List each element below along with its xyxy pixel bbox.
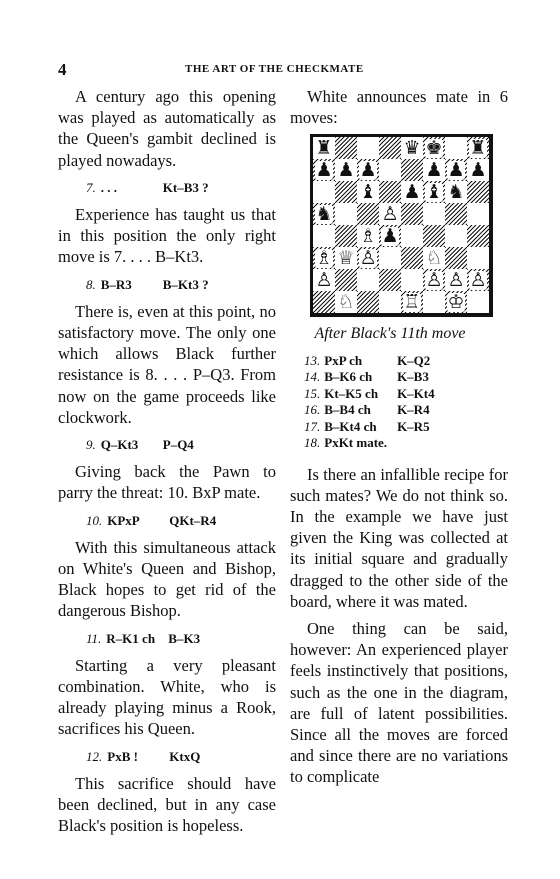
board-square (357, 225, 379, 247)
board-square (313, 203, 335, 225)
paragraph: This sacrifice should have been declined, but in any case Black's position is hopeless. (58, 773, 276, 836)
white-move: PxKt mate. (324, 435, 388, 451)
board-square (401, 225, 423, 247)
board-square (379, 269, 401, 291)
running-head: THE ART OF THE CHECKMATE (185, 63, 364, 75)
white-move: B–K6 ch (324, 369, 373, 385)
paragraph: Experience has taught us that in this position the only right move is 7. . . . B–Kt3. (58, 205, 276, 267)
board-square (379, 203, 401, 225)
board-square (335, 181, 357, 203)
chess-piece-icon: ♗ (359, 225, 377, 248)
move-number: 18. (304, 435, 321, 451)
chess-piece-icon: ♝ (359, 181, 377, 204)
board-square (379, 181, 401, 203)
board-square (313, 137, 335, 159)
chess-piece-icon: ♙ (315, 269, 333, 292)
solution-row (304, 369, 445, 386)
paragraph: White announces mate in 6 moves: (290, 87, 508, 128)
chess-piece-icon: ♙ (447, 269, 465, 292)
paragraph: A century ago this opening was played as automatically as the Queen's gambit declined is played nowadays. (58, 87, 276, 170)
board-square (335, 291, 357, 313)
black-move: K–B3 (397, 369, 429, 385)
paragraph: There is, even at this point, no satisfactory move. The only one which allows Black further resistance is 8. . . . P–Q3. From now on the game proceeds like clockwork. (58, 301, 276, 427)
move-line-11 (58, 628, 276, 649)
left-column (58, 86, 276, 843)
move-number: 11. (86, 630, 102, 646)
paragraph: Is there an infallible recipe for such mates? We do not think so. In the example we have just given the King was collected at its initial square and gradually dragged to the other side of the board, where it was mated. (290, 464, 508, 611)
board-square (357, 203, 379, 225)
board-square (357, 137, 379, 159)
move-line-9 (58, 434, 276, 455)
board-square (445, 181, 467, 203)
board-square (445, 269, 467, 291)
board-square (401, 203, 423, 225)
chess-piece-icon: ♚ (425, 136, 443, 159)
board-square (313, 225, 335, 247)
chess-board (310, 134, 493, 317)
board-square (313, 159, 335, 181)
board-square (445, 247, 467, 269)
board-square (379, 137, 401, 159)
white-move: PxP ch (324, 352, 363, 368)
black-move: K–Q2 (397, 352, 431, 368)
board-square (423, 269, 445, 291)
board-square (335, 247, 357, 269)
board-square (357, 181, 379, 203)
chess-piece-icon: ♝ (425, 180, 443, 203)
chess-piece-icon: ♜ (469, 136, 487, 159)
board-square (423, 137, 445, 159)
board-square (313, 291, 335, 313)
board-square (357, 159, 379, 181)
paragraph: Giving back the Pawn to parry the threat: 10. BxP mate. (58, 462, 276, 503)
paragraph: With this simultaneous attack on White's Queen and Bishop, Black hopes to get rid of the dangerous Bishop. (58, 537, 276, 621)
board-square (401, 137, 423, 159)
chess-piece-icon: ♞ (447, 181, 465, 204)
black-move: QKt–R4 (169, 512, 217, 528)
board-square (467, 225, 489, 247)
board-square (467, 291, 489, 313)
black-move: Kt–B3 ? (162, 179, 209, 195)
move-line-10 (58, 510, 276, 531)
white-move: B–R3 (100, 276, 132, 292)
board-square (445, 225, 467, 247)
board-square (467, 137, 489, 159)
solution-row (304, 435, 445, 452)
solution-row (304, 402, 445, 419)
chess-piece-icon: ♘ (425, 247, 443, 270)
board-square (379, 291, 401, 313)
chess-piece-icon: ♟ (359, 158, 377, 181)
board-square (423, 181, 445, 203)
page-number: 4 (58, 60, 67, 79)
board-square (423, 203, 445, 225)
chess-piece-icon: ♟ (469, 159, 487, 182)
board-square (379, 159, 401, 181)
board-square (357, 269, 379, 291)
move-number: 12. (86, 748, 103, 764)
board-square (335, 159, 357, 181)
chess-diagram (310, 134, 508, 317)
board-square (467, 203, 489, 225)
chess-piece-icon: ♕ (337, 247, 355, 270)
board-square (357, 247, 379, 269)
move-number: 17. (304, 418, 321, 434)
black-move: P–Q4 (162, 437, 194, 453)
paragraph: One thing can be said, however: An experienced player feels instinctively that positions, such as the one in the diagram, are full of latent possibilities. Since all the moves are forced and since there are no variations to complicate (290, 619, 508, 787)
white-move: B–Kt4 ch (324, 418, 377, 434)
solution-row (304, 353, 445, 370)
move-number: 14. (304, 369, 321, 385)
board-square (467, 181, 489, 203)
solution-row (304, 419, 445, 436)
board-square (357, 291, 379, 313)
black-move: K–Kt4 (397, 385, 435, 401)
board-square (423, 159, 445, 181)
move-number: 15. (304, 385, 321, 401)
diagram-caption: After Black's 11th move (314, 325, 466, 343)
chess-piece-icon: ♙ (381, 203, 399, 226)
white-move: PxB ! (107, 748, 138, 764)
black-move: KtxQ (169, 748, 201, 764)
board-square (445, 203, 467, 225)
board-square (313, 181, 335, 203)
chess-piece-icon: ♟ (337, 159, 355, 182)
chess-piece-icon: ♙ (425, 268, 443, 291)
board-square (423, 247, 445, 269)
board-square (467, 159, 489, 181)
board-square (335, 137, 357, 159)
board-square (445, 137, 467, 159)
board-square (423, 225, 445, 247)
board-square (313, 269, 335, 291)
black-move: K–R4 (397, 402, 430, 418)
board-square (401, 247, 423, 269)
board-square (313, 247, 335, 269)
board-square (335, 269, 357, 291)
white-move: KPxP (107, 512, 140, 528)
chess-piece-icon: ♙ (359, 246, 377, 269)
chess-piece-icon: ♟ (315, 158, 333, 181)
board-square (401, 181, 423, 203)
chess-piece-icon: ♘ (337, 291, 355, 314)
board-square (401, 291, 423, 313)
move-line-7 (58, 177, 276, 198)
black-move: B–K3 (168, 630, 201, 646)
board-square (379, 247, 401, 269)
white-move: Q–Kt3 (100, 437, 139, 453)
white-move: R–K1 ch (106, 630, 156, 646)
black-move (397, 435, 445, 452)
move-number: 16. (304, 402, 321, 418)
board-square (401, 159, 423, 181)
board-square (423, 291, 445, 313)
move-number: 10. (86, 512, 103, 528)
right-column (290, 86, 508, 794)
chess-piece-icon: ♔ (447, 290, 465, 313)
chess-piece-icon: ♜ (315, 137, 333, 160)
board-square (445, 159, 467, 181)
white-move: B–B4 ch (324, 402, 371, 418)
move-number: 9. (86, 437, 96, 453)
paragraph: Starting a very pleasant combination. White, who is already playing minus a Rook, sacrifices his Queen. (58, 655, 276, 739)
white-move: Kt–K5 ch (324, 385, 379, 401)
chess-piece-icon: ♙ (469, 268, 487, 291)
board-square (467, 247, 489, 269)
move-number: 8. (86, 276, 96, 292)
chess-piece-icon: ♟ (447, 158, 465, 181)
board-square (335, 225, 357, 247)
move-number: 7. (86, 179, 96, 195)
black-move: K–R5 (397, 418, 430, 434)
solution-row (304, 386, 445, 403)
move-line-12 (58, 746, 276, 767)
black-move: B–Kt3 ? (162, 276, 209, 292)
chess-piece-icon: ♟ (425, 159, 443, 182)
board-square (401, 269, 423, 291)
white-move: . . . (100, 179, 117, 195)
move-line-8 (58, 274, 276, 295)
board-square (467, 269, 489, 291)
board-square (445, 291, 467, 313)
chess-piece-icon: ♞ (315, 202, 333, 225)
chess-piece-icon: ♗ (315, 246, 333, 269)
move-number: 13. (304, 352, 321, 368)
board-square (379, 225, 401, 247)
chess-piece-icon: ♟ (381, 224, 399, 247)
board-square (335, 203, 357, 225)
chess-piece-icon: ♖ (403, 290, 421, 313)
chess-piece-icon: ♟ (403, 181, 421, 204)
solution-moves (304, 353, 445, 452)
chess-piece-icon: ♛ (403, 137, 421, 160)
